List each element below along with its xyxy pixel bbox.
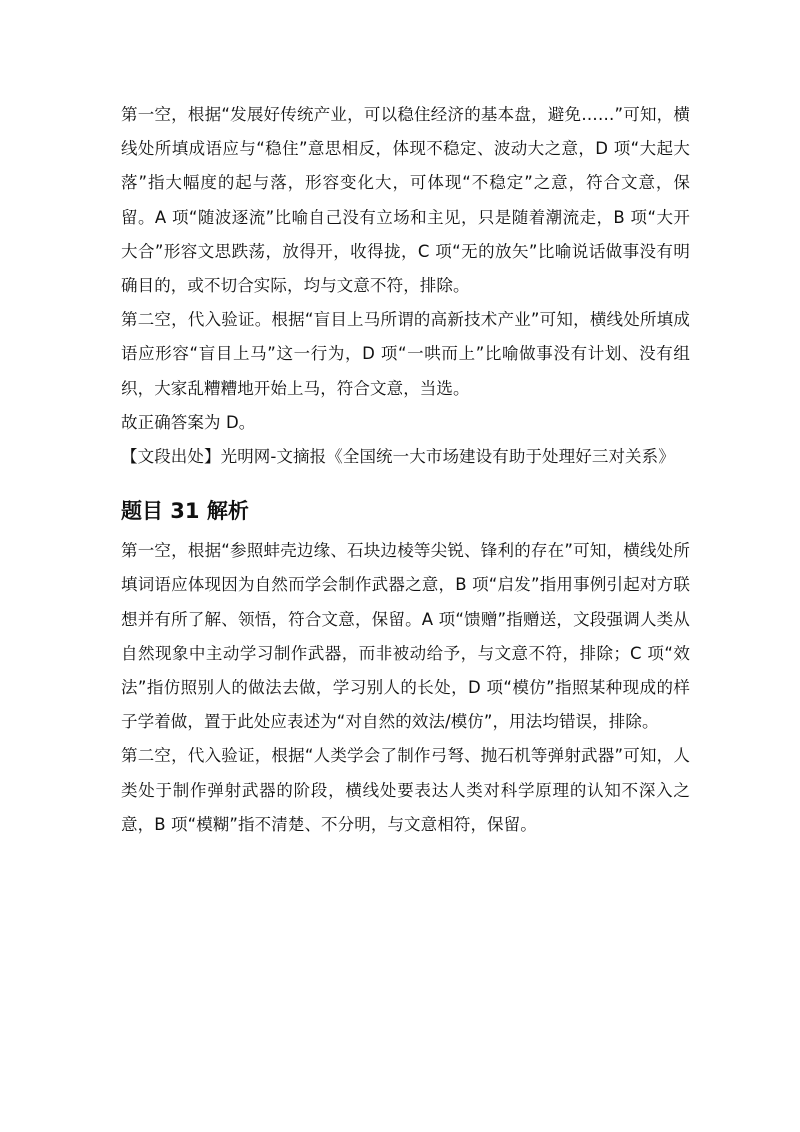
paragraph-q30-answer: 故正确答案为 D。	[121, 412, 256, 432]
section-heading-q31: 题目 31 解析	[121, 499, 249, 524]
paragraph-q30-blank2: 第二空，代入验证。根据“盲目上马所谓的高新技术产业”可知，横线处所填成语应形容“盲目上马”这一行为，D 项“一哄而上”比喻做事没有计划、没有组织，大家乱糟糟地开始上马，符合文意，当选。	[121, 310, 690, 398]
paragraph-q31-blank2: 第二空，代入验证，根据“人类学会了制作弓弩、抛石机等弹射武器”可知，人类处于制作弹射武器的阶段，横线处要表达人类对科学原理的认知不深入之意，B 项“模糊”指不清楚、不分明，与文意相符，保留。	[121, 746, 690, 834]
paragraph-q31-blank1: 第一空，根据“参照蚌壳边缘、石块边棱等尖锐、锋利的存在”可知，横线处所填词语应体现因为自然而学会制作武器之意，B 项“启发”指用事例引起对方联想并有所了解、领悟，符合文意，保留。A 项“馈赠”指赠送，文段强调人类从自然现象中主动学习制作武器，而非被动给予，与文意不符，排除；C 项“效法”指仿照别人的做法去做，学习别人的长处，D 项“模仿”指照某种现成的样子学着做，置于此处应表述为“对自然的效法/模仿”，用法均错误，排除。	[121, 541, 690, 732]
paragraph-q30-blank1: 第一空，根据“发展好传统产业，可以稳住经济的基本盘，避免……”可知，横线处所填成语应与“稳住”意思相反，体现不稳定、波动大之意，D 项“大起大落”指大幅度的起与落，形容变化大，可体现“不稳定”之意，符合文意，保留。A 项“随波逐流”比喻自己没有立场和主见，只是随着潮流走，B 项“大开大合”形容文思跌荡，放得开，收得拢，C 项“无的放矢”比喻说话做事没有明确目的，或不切合实际，均与文意不符，排除。	[121, 105, 690, 296]
paragraph-q30-source: 【文段出处】光明网-文摘报《全国统一大市场建设有助于处理好三对关系》	[121, 447, 675, 467]
